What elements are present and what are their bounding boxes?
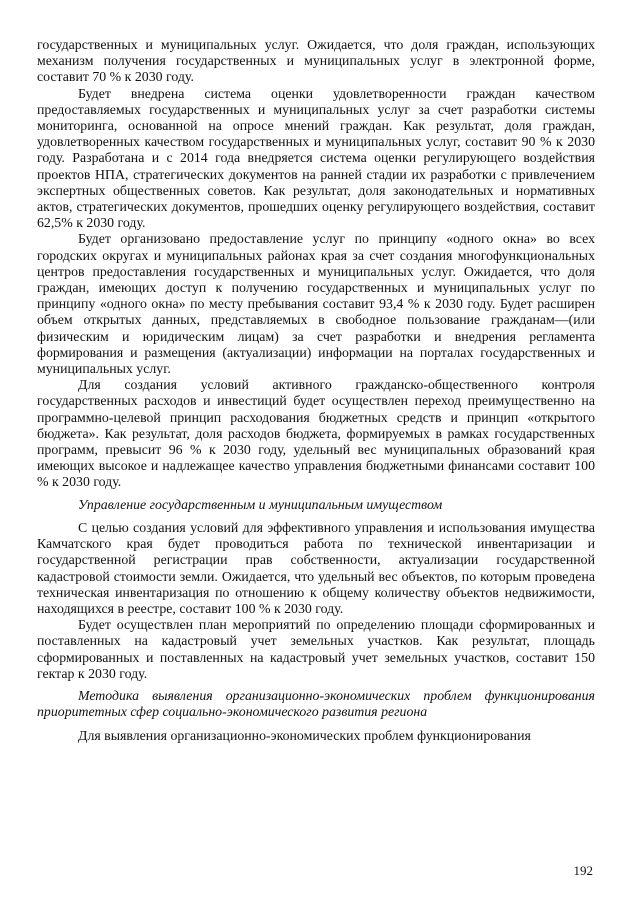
page-number: 192: [573, 863, 593, 878]
paragraph-one-window: Будет организовано предоставление услуг по принципу «одного окна» во всех городских округах и муниципальных районах края за счет создания многофункциональных центров предоставления государственных и муниципальных услуг. Ожидается, что доля граждан, имеющих доступ к получению государственных и муниципальных услуг по принципу «одного окна» по месту пребывания составит 93,4 % к 2030 году. Будет расширен объем открытых данных, представляемых в свободное пользование гражданам—(или физическим и юридическим лицам) за счет разработки и внедрения регламента формирования и размещения (актуализации) информации на порталах государственных и муниципальных услуг.: [37, 231, 595, 377]
paragraph-services-online: государственных и муниципальных услуг. Ожидается, что доля граждан, использующих механизм получения государственных и муниципальных услуг в электронной форме, составит 70 % к 2030 году.: [37, 37, 595, 85]
document-page: [37, 37, 595, 745]
paragraph-land-plots: Будет осуществлен план мероприятий по определению площади сформированных и поставленных на кадастровый учет земельных участков. Как результат, площадь сформированных и поставленных на кадастровый учет земельных участков, составит 150 гектар к 2030 году.: [37, 617, 595, 681]
section-heading-methodology: Методика выявления организационно-экономических проблем функционирования приоритетных сфер социально-экономического развития региона: [37, 687, 595, 720]
paragraph-satisfaction-assessment: Будет внедрена система оценки удовлетворенности граждан качеством предоставляемых государственных и муниципальных услуг за счет разработки системы мониторинга, основанной на опросе мнений граждан. Как результат, доля граждан, удовлетворенных качеством государственных и муниципальных услуг, составит 90 % к 2030 году. Разработана и с 2014 года внедряется система оценки регулирующего воздействия проектов НПА, стратегических документов на ранней стадии их разработки с привлечением экспертных общественных советов. Как результат, доля законодательных и нормативных актов, стратегических документов, прошедших оценку регулирующего воздействия, составит 62,5% к 2030 году.: [37, 85, 595, 231]
paragraph-budget-control: Для создания условий активного гражданско-общественного контроля государственных расходов и инвестиций будет осуществлен переход преимущественно на программно-целевой принцип расходования бюджетных средств и принцип «открытого бюджета». Как результат, доля расходов бюджета, формируемых в рамках государственных программ, превысит 96 % к 2030 году, удельный вес муниципальных образований края имеющих высокое и надлежащее качество управления бюджетными финансами составит 100 % к 2030 году.: [37, 377, 595, 490]
paragraph-property-inventory: С целью создания условий для эффективного управления и использования имущества Камчатского края будет проводиться работа по технической инвентаризации и государственной регистрации прав собственности, актуализации государственной кадастровой стоимости земли. Ожидается, что удельный вес объектов, по которым проведена техническая инвентаризация по отношению к общему количеству объектов недвижимости, находящихся в реестре, составит 100 % к 2030 году.: [37, 519, 595, 616]
section-heading-property: Управление государственным и муниципальным имуществом: [78, 496, 443, 512]
paragraph-last: Для выявления организационно-экономических проблем функционирования: [78, 728, 531, 744]
